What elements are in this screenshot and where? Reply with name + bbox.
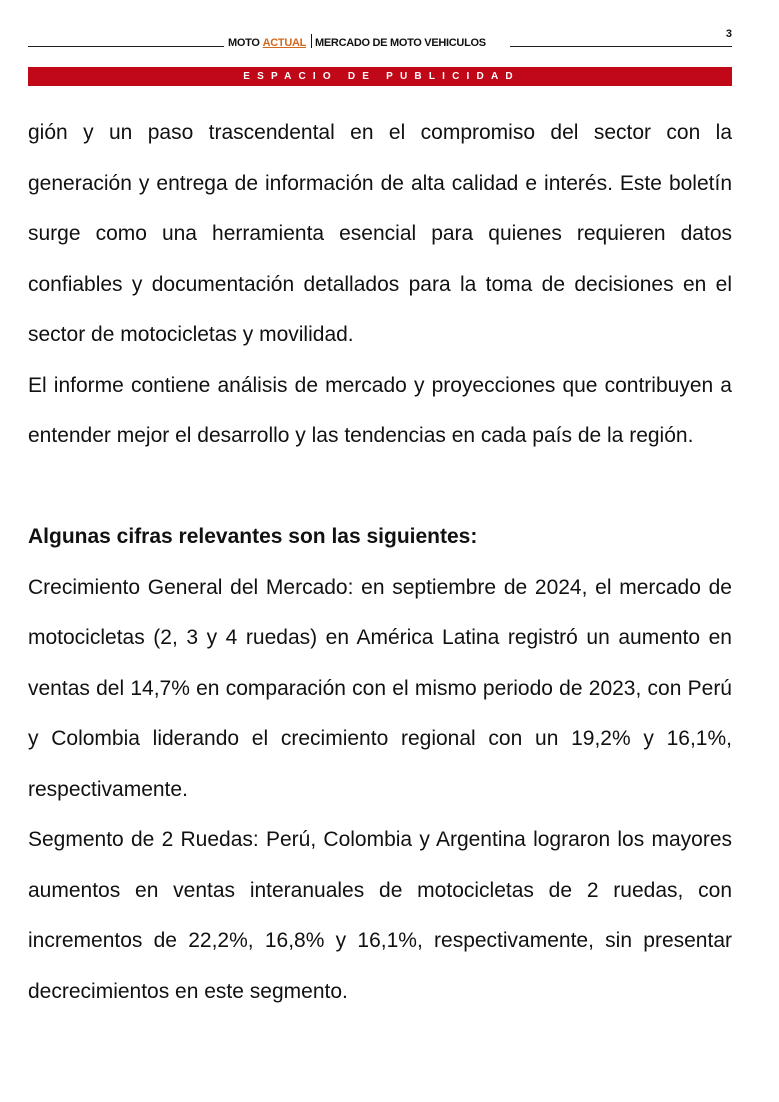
paragraph-report: El informe contiene análisis de mercado y proyecciones que contribuyen a entender mejor el desarrollo y las tendencias en cada país de la región. [28, 373, 732, 447]
brand-moto: MOTO [228, 37, 260, 49]
section-heading: Algunas cifras relevantes son las siguientes: [28, 525, 478, 548]
paragraph-market-growth: Crecimiento General del Mercado: en septiembre de 2024, el mercado de motocicletas (2, 3 y 4 ruedas) en América Latina registró un aumento en ventas del 14,7% en comparación con el mismo periodo de 2023, con Perú y Colombia liderando el crecimiento regional con un 19,2% y 16,1%, respectivamente. [28, 575, 732, 801]
advertising-band: ESPACIO DE PUBLICIDAD [28, 67, 732, 86]
header-brand [228, 34, 486, 49]
paragraph-spacer [28, 462, 732, 513]
page-header [28, 28, 732, 50]
paragraph-two-wheel-segment: Segmento de 2 Ruedas: Perú, Colombia y Argentina lograron los mayores aumentos en ventas interanuales de motocicletas de 2 ruedas, con incrementos de 22,2%, 16,8% y 16,1%, respectivamente, sin presentar decrecimientos en este segmento. [28, 828, 732, 1003]
header-rule-left [28, 46, 224, 47]
paragraph-intro: gión y un paso trascendental en el compromiso del sector con la generación y entrega de información de alta calidad e interés. Este boletín surge como una herramienta esencial para quienes requieren datos confiables y documentación detallados para la toma de decisiones en el sector de motocicletas y movilidad. [28, 121, 732, 346]
header-rule-right [510, 46, 732, 47]
brand-actual: ACTUAL [262, 37, 307, 49]
header-separator [311, 34, 312, 48]
header-section-title: MERCADO DE MOTO VEHICULOS [315, 37, 486, 49]
article-body [28, 108, 732, 1017]
page-number: 3 [725, 28, 732, 40]
